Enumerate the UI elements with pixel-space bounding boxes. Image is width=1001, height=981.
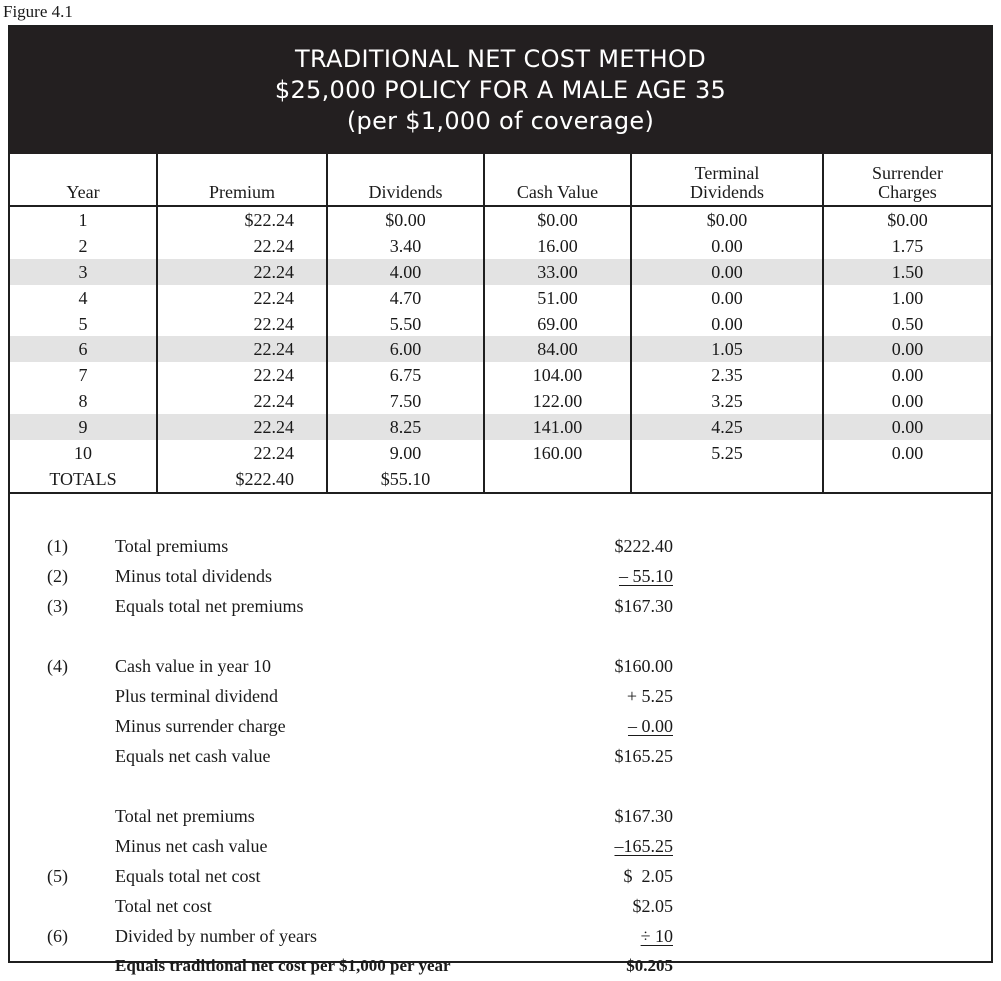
figure-frame (8, 25, 993, 975)
calc-label: Equals traditional net cost per $1,000 per year (115, 956, 451, 975)
calc-row (10, 951, 991, 981)
cell-dividends: 9.00 (327, 440, 484, 466)
cell-year: 1 (78, 209, 88, 230)
calc-label: Minus total dividends (115, 566, 272, 586)
cell-year: 6 (10, 336, 157, 362)
calc-amount: ÷ 10 (640, 926, 673, 946)
calc-label: Total net premiums (115, 806, 255, 826)
header-row (10, 154, 991, 206)
table-row (10, 259, 991, 285)
calc-row (10, 711, 991, 741)
totals-cash-value (484, 466, 631, 493)
cell-surrender: 0.00 (823, 414, 991, 440)
calc-label: Equals total net premiums (115, 596, 304, 616)
policy-table (10, 154, 991, 494)
cell-dividends: 6.00 (327, 336, 484, 362)
calc-amount: $160.00 (614, 656, 673, 676)
calc-label: Plus terminal dividend (115, 686, 278, 706)
totals-label: TOTALS (10, 466, 157, 493)
cell-terminal: 0.00 (631, 285, 823, 311)
calc-step-number: (1) (47, 536, 68, 556)
header-surrender-line-2: Charges (878, 182, 937, 202)
header-terminal-line-1: Terminal (694, 163, 760, 183)
cell-terminal: 3.25 (631, 388, 823, 414)
cell-cash-value: 160.00 (484, 440, 631, 466)
cell-surrender: $0.00 (823, 206, 991, 233)
header-dividends: Dividends (327, 154, 484, 206)
totals-dividends: $55.10 (327, 466, 484, 493)
cell-cash-value: 33.00 (484, 259, 631, 285)
cell-terminal: 0.00 (631, 259, 823, 285)
calc-amount: – 0.00 (628, 716, 673, 736)
cell-premium-value: 22.24 (253, 313, 294, 334)
calc-step-number: (4) (47, 656, 68, 676)
calc-row (10, 831, 991, 861)
cell-dividends: 5.50 (327, 311, 484, 337)
cell-surrender: 0.00 (823, 440, 991, 466)
cell-dividends: 7.50 (327, 388, 484, 414)
cell-dividends: $0.00 (327, 206, 484, 233)
calc-label: Minus net cash value (115, 836, 268, 856)
calc-row (10, 561, 991, 591)
calc-step-number: (6) (47, 926, 68, 946)
cell-premium-value: 22.24 (253, 339, 294, 360)
cell-premium-value: 22.24 (253, 442, 294, 463)
table-row (10, 362, 991, 388)
cell-surrender: 0.00 (823, 388, 991, 414)
title-line-1: TRADITIONAL NET COST METHOD (295, 45, 706, 73)
table-body (10, 206, 991, 493)
cell-year: 8 (78, 391, 88, 412)
cell-year: 10 (74, 442, 92, 463)
cell-premium (157, 388, 327, 414)
cell-year: 5 (78, 313, 88, 334)
calc-amount: $167.30 (614, 596, 673, 616)
totals-premium (157, 466, 327, 493)
totals-row (10, 466, 991, 493)
header-premium: Premium (157, 154, 327, 206)
calc-row (10, 741, 991, 771)
header-terminal-line-2: Dividends (690, 182, 764, 202)
calc-amount: $167.30 (614, 806, 673, 826)
header-terminal-dividends (631, 154, 823, 206)
cell-surrender: 0.50 (823, 311, 991, 337)
table-row (10, 388, 991, 414)
header-cash-value: Cash Value (484, 154, 631, 206)
calc-row (10, 531, 991, 561)
calc-amount: $0.205 (626, 956, 673, 975)
calc-amount: –165.25 (614, 836, 673, 856)
table-row (10, 206, 991, 233)
calc-row (10, 591, 991, 621)
cell-premium (157, 259, 327, 285)
calc-amount: – 55.10 (619, 566, 673, 586)
calc-amount: $165.25 (614, 746, 673, 766)
calc-row (10, 861, 991, 891)
cell-terminal: 4.25 (631, 414, 823, 440)
cell-premium (157, 285, 327, 311)
calc-step-number: (3) (47, 596, 68, 616)
calc-label: Total premiums (115, 536, 229, 556)
cell-cash-value: 16.00 (484, 233, 631, 259)
table-row (10, 414, 991, 440)
table-row (10, 285, 991, 311)
cell-dividends: 3.40 (327, 233, 484, 259)
cell-cash-value: 69.00 (484, 311, 631, 337)
calc-label: Equals total net cost (115, 866, 261, 886)
cell-premium (157, 414, 327, 440)
cell-premium-value: 22.24 (253, 391, 294, 412)
cell-cash-value: 51.00 (484, 285, 631, 311)
cell-terminal: 2.35 (631, 362, 823, 388)
cell-premium-value: 22.24 (253, 417, 294, 438)
calc-amount: $222.40 (614, 536, 673, 556)
title-banner (10, 27, 991, 154)
header-surrender-line-1: Surrender (872, 163, 943, 183)
cell-dividends: 8.25 (327, 414, 484, 440)
title-line-3: (per $1,000 of coverage) (346, 107, 655, 135)
totals-premium-value: $222.40 (235, 468, 294, 489)
cell-surrender: 1.75 (823, 233, 991, 259)
cell-premium (157, 440, 327, 466)
totals-terminal (631, 466, 823, 493)
cell-year: 3 (10, 259, 157, 285)
calc-row (10, 921, 991, 951)
header-surrender-charges (823, 154, 991, 206)
calc-label: Total net cost (115, 896, 212, 916)
cell-premium (157, 233, 327, 259)
calc-step-number: (5) (47, 866, 68, 886)
cell-terminal: 0.00 (631, 311, 823, 337)
cell-surrender: 1.00 (823, 285, 991, 311)
cell-premium-value: 22.24 (253, 261, 294, 282)
calc-label: Divided by number of years (115, 926, 317, 946)
calc-amount: $ 2.05 (623, 866, 673, 886)
calc-label: Minus surrender charge (115, 716, 286, 736)
calc-row (10, 891, 991, 921)
cell-terminal: 1.05 (631, 336, 823, 362)
cell-dividends: 6.75 (327, 362, 484, 388)
cell-premium-value: 22.24 (253, 287, 294, 308)
table-row (10, 440, 991, 466)
table-row (10, 336, 991, 362)
cell-premium (157, 362, 327, 388)
cell-cash-value: $0.00 (484, 206, 631, 233)
table-row (10, 311, 991, 337)
calc-label: Cash value in year 10 (115, 656, 271, 676)
cell-cash-value: 122.00 (484, 388, 631, 414)
table-row (10, 233, 991, 259)
header-year: Year (10, 154, 157, 206)
cell-premium (157, 311, 327, 337)
cell-cash-value: 104.00 (484, 362, 631, 388)
calc-row (10, 681, 991, 711)
calc-label: Equals net cash value (115, 746, 271, 766)
cell-premium (157, 206, 327, 233)
cell-terminal: 5.25 (631, 440, 823, 466)
cell-terminal: $0.00 (631, 206, 823, 233)
cell-dividends: 4.70 (327, 285, 484, 311)
cell-year: 2 (78, 235, 88, 256)
totals-surrender (823, 466, 991, 493)
calc-amount: $2.05 (632, 896, 673, 916)
cell-premium-value: 22.24 (253, 235, 294, 256)
cell-dividends: 4.00 (327, 259, 484, 285)
cell-premium (157, 336, 327, 362)
cell-cash-value: 141.00 (484, 414, 631, 440)
cell-year: 9 (10, 414, 157, 440)
cell-cash-value: 84.00 (484, 336, 631, 362)
cell-surrender: 0.00 (823, 336, 991, 362)
cell-year: 4 (78, 287, 88, 308)
calc-row (10, 801, 991, 831)
cell-terminal: 0.00 (631, 233, 823, 259)
calc-row (10, 651, 991, 681)
cell-year: 7 (78, 365, 88, 386)
title-line-2: $25,000 POLICY FOR A MALE AGE 35 (274, 76, 727, 104)
calc-step-number: (2) (47, 566, 68, 586)
cell-surrender: 1.50 (823, 259, 991, 285)
cell-premium-value: 22.24 (253, 365, 294, 386)
cell-surrender: 0.00 (823, 362, 991, 388)
figure-label: Figure 4.1 (3, 2, 73, 21)
cell-premium-value: $22.24 (244, 209, 294, 230)
calc-amount: + 5.25 (626, 686, 673, 706)
